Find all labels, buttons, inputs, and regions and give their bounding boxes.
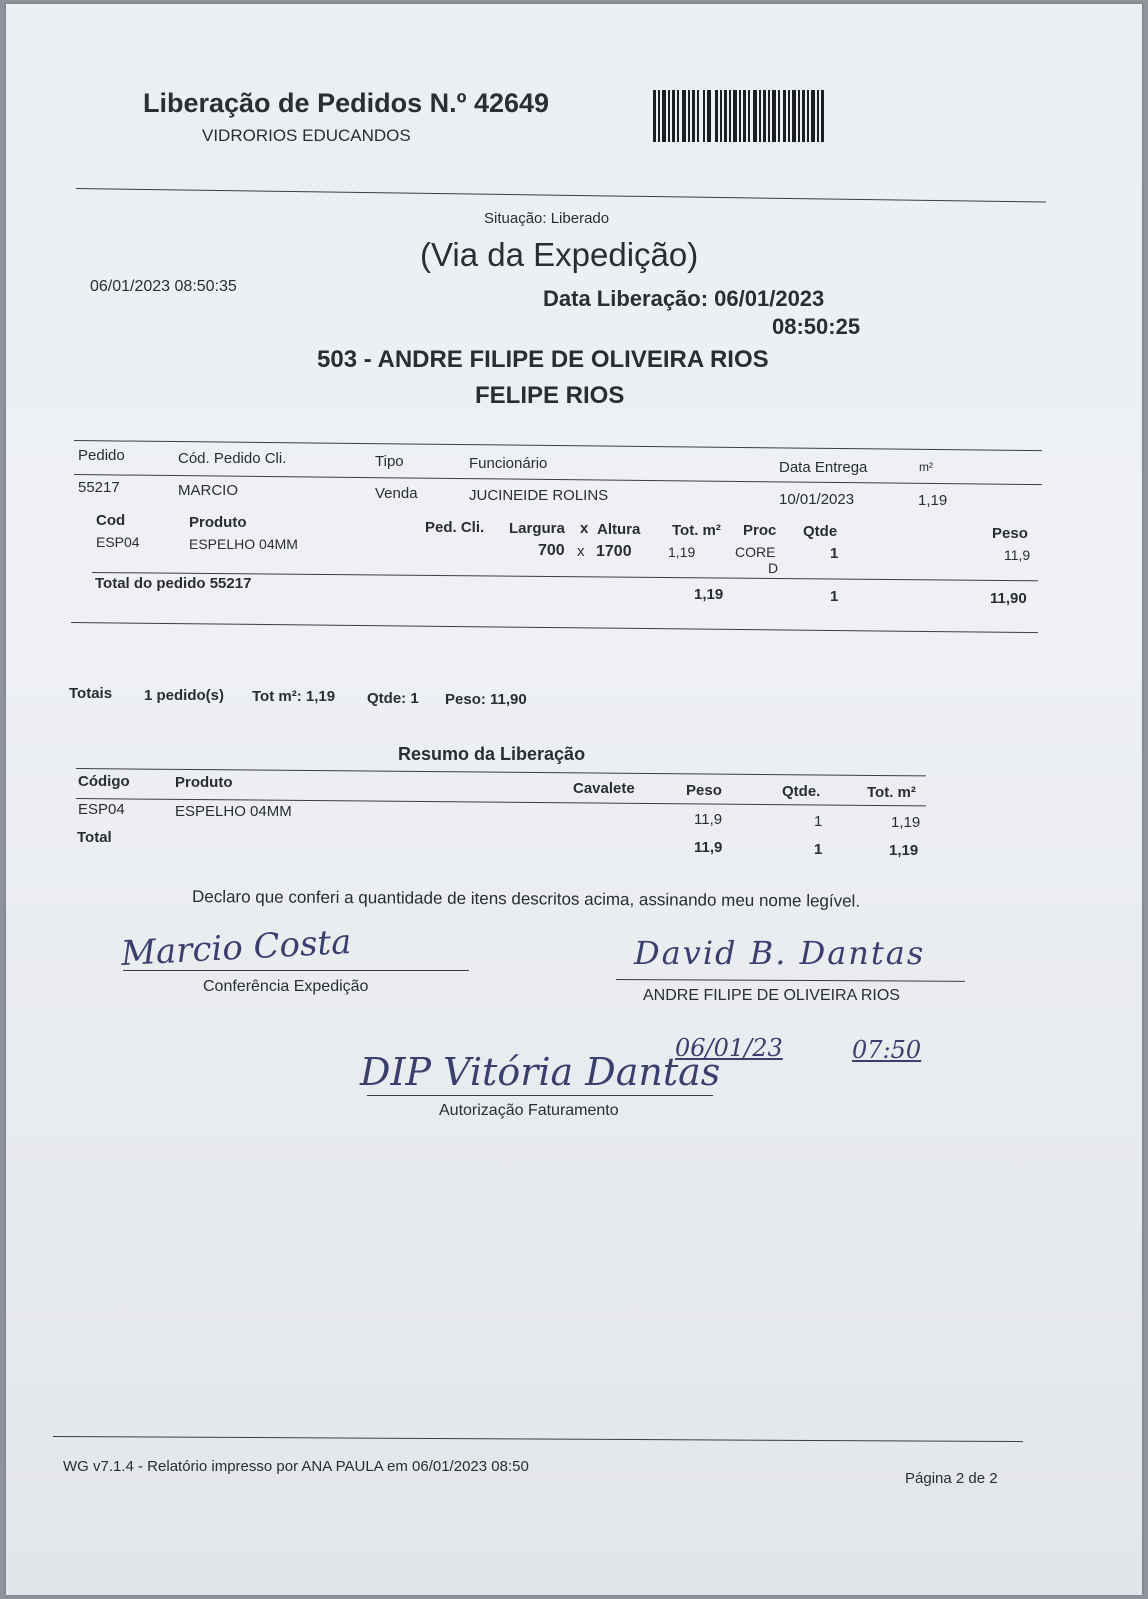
faturamento-label: Autorização Faturamento — [439, 1102, 619, 1119]
header-divider — [76, 188, 1046, 203]
cliente-label: ANDRE FILIPE DE OLIVEIRA RIOS — [643, 987, 900, 1004]
col-pedido: Pedido — [78, 447, 125, 464]
item-altura: 1700 — [596, 543, 632, 560]
faturamento-signature: DIP Vitória Dantas — [360, 1050, 721, 1094]
summary-col-cavalete: Cavalete — [573, 780, 635, 797]
item-tot-m2: 1,19 — [668, 544, 696, 560]
summary-col-qtde: Qtde. — [782, 783, 821, 800]
summary-codigo: ESP04 — [78, 801, 125, 818]
item-proc-cont: D — [768, 560, 779, 576]
item-cod: ESP04 — [96, 534, 140, 550]
summary-tot-m2: 1,19 — [891, 814, 921, 831]
item-col-x: x — [580, 520, 589, 537]
order-data-entrega: 10/01/2023 — [779, 491, 855, 508]
faturamento-time: 07:50 — [852, 1036, 922, 1064]
totals-peso: Peso: 11,90 — [445, 691, 527, 708]
item-col-altura: Altura — [597, 521, 641, 538]
summary-col-produto: Produto — [175, 774, 233, 791]
summary-col-peso: Peso — [686, 782, 722, 799]
totals-label: Totais — [69, 685, 113, 702]
totals-qtde: Qtde: 1 — [367, 690, 419, 707]
summary-total-peso: 11,9 — [694, 839, 723, 856]
situation-status: Situação: Liberado — [484, 210, 610, 227]
cliente-signature: David B. Dantas — [634, 934, 926, 972]
totals-pedidos: 1 pedido(s) — [144, 687, 225, 704]
col-tipo: Tipo — [375, 453, 404, 470]
client-alias: FELIPE RIOS — [475, 382, 625, 409]
item-x: x — [577, 543, 585, 560]
expedicao-signature: Marcio Costa — [120, 921, 353, 975]
barcode-image — [653, 90, 825, 142]
summary-peso: 11,9 — [694, 811, 723, 828]
col-funcionario: Funcionário — [469, 455, 548, 472]
order-bottom-rule — [71, 622, 1038, 633]
order-total-peso: 11,90 — [990, 590, 1027, 607]
order-total-label: Total do pedido 55217 — [95, 575, 252, 592]
item-col-peso: Peso — [992, 525, 1028, 542]
item-col-largura: Largura — [509, 520, 565, 537]
order-cod-cli: MARCIO — [178, 482, 238, 499]
item-peso: 11,9 — [1004, 547, 1031, 563]
summary-col-tot-m2: Tot. m² — [867, 784, 916, 801]
footer-rule — [53, 1436, 1023, 1442]
order-tipo: Venda — [375, 485, 418, 502]
item-proc: CORE — [735, 544, 776, 560]
release-date: Data Liberação: 06/01/2023 — [543, 286, 825, 311]
summary-total-qtde: 1 — [814, 841, 823, 858]
summary-total-label: Total — [77, 829, 112, 846]
document-page — [6, 4, 1142, 1595]
expedicao-label: Conferência Expedição — [203, 978, 369, 995]
item-col-ped-cli: Ped. Cli. — [425, 519, 485, 536]
page-number: Página 2 de 2 — [905, 1470, 998, 1487]
client-name: 503 - ANDRE FILIPE DE OLIVEIRA RIOS — [317, 346, 769, 373]
item-col-proc: Proc — [743, 522, 777, 539]
item-produto: ESPELHO 04MM — [189, 536, 298, 552]
printed-timestamp: 06/01/2023 08:50:35 — [90, 278, 237, 295]
expedicao-signature-line — [123, 970, 469, 971]
item-largura: 700 — [538, 542, 565, 559]
col-data-entrega: Data Entrega — [779, 459, 868, 476]
cliente-signature-line — [616, 979, 965, 982]
summary-title: Resumo da Liberação — [398, 744, 586, 764]
summary-produto: ESPELHO 04MM — [175, 803, 292, 820]
totals-tot-m2: Tot m²: 1,19 — [252, 688, 336, 705]
item-col-tot-m2: Tot. m² — [672, 522, 721, 539]
release-time: 08:50:25 — [772, 314, 861, 339]
order-total-qtde: 1 — [830, 588, 839, 605]
summary-qtde: 1 — [814, 813, 823, 830]
order-total-m2: 1,19 — [694, 586, 724, 603]
declaration-text: Declaro que conferi a quantidade de itens descritos acima, assinando meu nome legível. — [191, 887, 861, 911]
col-cod-pedido-cli: Cód. Pedido Cli. — [178, 450, 287, 467]
order-m2: 1,19 — [918, 492, 948, 509]
order-funcionario: JUCINEIDE ROLINS — [469, 487, 609, 504]
summary-total-tot-m2: 1,19 — [889, 842, 919, 859]
faturamento-signature-line — [367, 1095, 713, 1096]
order-pedido: 55217 — [78, 479, 120, 496]
faturamento-date: 06/01/23 — [675, 1034, 783, 1062]
summary-col-codigo: Código — [78, 773, 130, 790]
col-m2: m² — [919, 460, 933, 474]
item-col-qtde: Qtde — [803, 523, 838, 540]
document-title: Liberação de Pedidos N.º 42649 — [143, 88, 550, 118]
company-name: VIDRORIOS EDUCANDOS — [202, 126, 411, 145]
footer-printed-by: WG v7.1.4 - Relatório impresso por ANA PAULA em 06/01/2023 08:50 — [63, 1458, 529, 1475]
item-col-produto: Produto — [189, 514, 247, 531]
copy-type: (Via da Expedição) — [420, 236, 699, 273]
item-qtde: 1 — [830, 545, 839, 562]
item-col-cod: Cod — [96, 512, 126, 529]
